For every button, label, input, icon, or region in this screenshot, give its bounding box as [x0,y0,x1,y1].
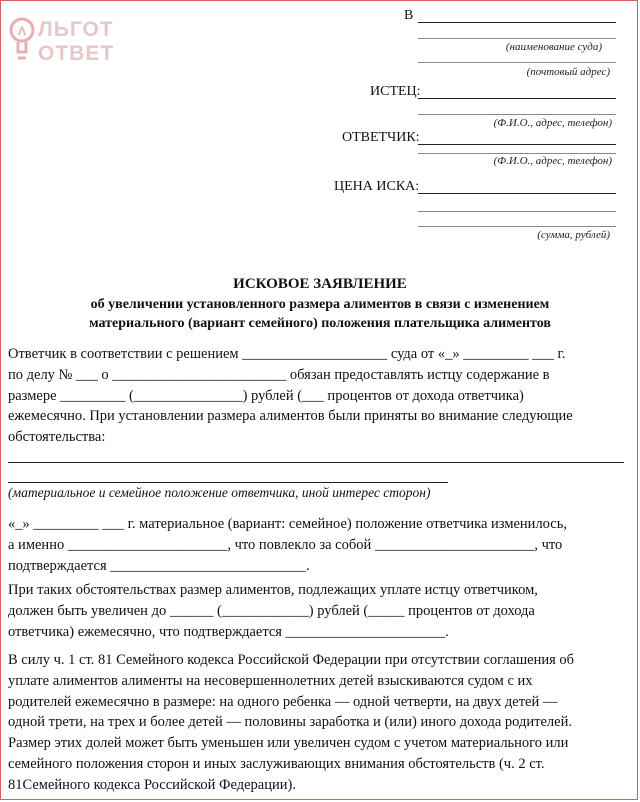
paragraph-1 [8,344,632,448]
paragraph-2-line: «_» _________ ___ г. материальное (вариант: семейное) положение ответчика изменилось, [8,516,567,532]
plaintiff-hint: (Ф.И.О., адрес, телефон) [493,117,612,129]
paragraph-1-line: размере _________ (_______________) рублей (___ процентов от дохода ответчика) [8,387,524,404]
paragraph-3-line: ответчика) ежемесячно, что подтверждается ______________________. [8,623,449,640]
paragraph-4-line: уплате алиментов алименты на несовершеннолетних детей взыскиваются судом с их [8,672,533,689]
claim-line-1 [418,193,616,194]
paragraph-3-line: должен быть увеличен до ______ (____________) рублей (_____ процентов от дохода [8,602,535,619]
address-line [418,62,616,63]
paragraph-2 [8,514,632,576]
lightbulb-logo-icon [8,12,38,72]
court-prefix: В [404,8,414,23]
blank-line-1 [8,462,624,463]
paragraph-3 [8,580,632,642]
defendant-hint: (Ф.И.О., адрес, телефон) [493,155,612,167]
claim-label: ЦЕНА ИСКА: [334,179,420,194]
court-line-1 [418,22,616,23]
plaintiff-line-1 [418,98,616,99]
paragraph-4-line: Размер этих долей может быть уменьшен или увеличен судом с учетом материального или [8,735,569,752]
claim-line-3 [418,226,616,227]
paragraph-4-line: 81Семейного кодекса Российской Федерации). [8,776,296,793]
plaintiff-line-2 [418,114,616,115]
defendant-line-2 [418,153,616,154]
defendant-label: ОТВЕТЧИК: [342,130,420,145]
paragraph-4-line: родителей ежемесячно в размере: на одного ребенка — одной четверти, на двух детей — [8,693,558,710]
svg-text:Λ: Λ [17,24,27,38]
paragraph-1-line: по делу № ___ о ________________________ обязан предоставлять истцу содержание в [8,366,550,383]
claim-hint: (сумма, рублей) [537,229,610,241]
paragraph-1-line: ежемесячно. При установлении размера алиментов были приняты во внимание следующие [8,408,573,425]
defendant-line-1 [418,144,616,145]
circumstances-note: (материальное и семейное положение ответчика, иной интерес сторон) [8,485,431,500]
paragraph-4-line: одной трети, на трех и более детей — половины заработка и (или) иного дохода родителей. [8,714,572,731]
logo-text-line1: ЛЬГОТ [38,18,114,41]
paragraph-2-line: подтверждается ___________________________. [8,557,310,574]
paragraph-4 [8,650,632,796]
paragraph-4-line: семейного положения сторон и иных заслуживающих внимания обстоятельств (ч. 2 ст. [8,755,545,772]
lgot-otvet-logo [8,12,128,72]
blank-line-2 [8,482,448,483]
claim-line-2 [418,211,616,212]
paragraph-1-line: обстоятельства: [8,429,106,446]
court-hint: (наименование суда) [505,41,602,53]
paragraph-2-line: а именно ______________________, что повлекло за собой ______________________, что [8,536,563,553]
paragraph-3-line: При таких обстоятельствах размер алиментов, подлежащих уплате истцу ответчиком, [8,582,538,598]
plaintiff-label: ИСТЕЦ: [370,84,421,99]
paragraph-1-line: Ответчик в соответствии с решением ____________________ суда от «_» _________ ___ г. [8,346,566,362]
document-title: ИСКОВОЕ ЗАЯВЛЕНИЕ [233,276,407,292]
address-hint: (почтовый адрес) [526,66,610,78]
logo-text-line2: ОТВЕТ [38,42,115,65]
document-subtitle-2: материального (вариант семейного) положения плательщика алиментов [89,316,551,331]
court-line-2 [418,38,616,39]
paragraph-4-line: В силу ч. 1 ст. 81 Семейного кодекса Российской Федерации при отсутствии соглашения об [8,652,575,668]
document-subtitle-1: об увеличении установленного размера алиментов в связи с изменением [90,297,550,312]
